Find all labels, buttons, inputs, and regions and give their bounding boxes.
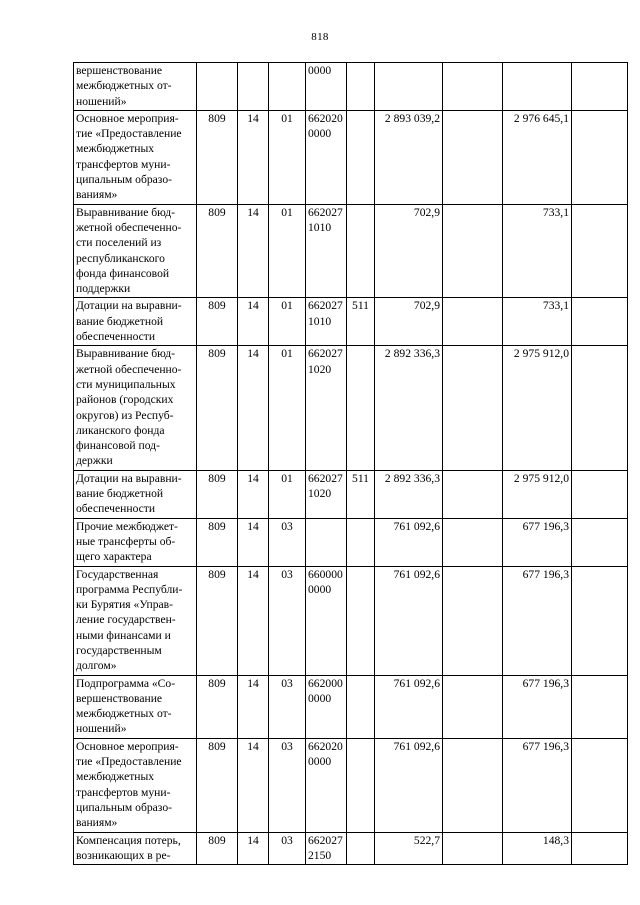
target-code-line: 662000 xyxy=(308,676,343,690)
row-name-line: межбюджетных xyxy=(76,142,155,156)
empty-cell xyxy=(572,675,628,738)
row-name-line: программа Республи- xyxy=(76,582,183,596)
row-name-line: Основное мероприя- xyxy=(76,111,179,125)
page-number: 818 xyxy=(311,31,329,43)
row-name-line: щего характера xyxy=(76,550,152,564)
row-name-line: трансфертов муни- xyxy=(76,785,171,799)
target-code-line: 0000 xyxy=(308,127,332,141)
amount-1-cell: 761 092,6 xyxy=(375,675,443,738)
empty-cell xyxy=(443,566,503,675)
row-name-cell xyxy=(74,110,197,204)
row-name-line: поддержки xyxy=(76,282,131,296)
row-name-line: Выравнивание бюд- xyxy=(76,347,175,361)
target-code-cell xyxy=(306,566,347,675)
row-name-cell xyxy=(74,675,197,738)
row-name-line: держки xyxy=(76,454,113,468)
empty-cell xyxy=(572,470,628,518)
empty-cell xyxy=(443,832,503,865)
row-name-line: фонда финансовой xyxy=(76,266,170,280)
empty-cell xyxy=(443,110,503,204)
table-row xyxy=(74,738,628,832)
amount-1-cell: 2 892 336,3 xyxy=(375,470,443,518)
amount-1-cell: 2 893 039,2 xyxy=(375,110,443,204)
expense-type-cell: 511 xyxy=(347,470,375,518)
row-name-line: обеспеченности xyxy=(76,330,156,344)
subsection-code-cell: 01 xyxy=(269,204,306,298)
target-code-line: 0000 xyxy=(308,755,332,769)
subsection-code-cell: 03 xyxy=(269,675,306,738)
row-name-cell xyxy=(74,63,197,111)
row-name-line: Выравнивание бюд- xyxy=(76,205,175,219)
amount-2-cell: 733,1 xyxy=(503,298,572,346)
ministry-code-cell: 809 xyxy=(197,832,238,865)
target-code-line: 662020 xyxy=(308,739,343,753)
row-name-line: возникающих в ре- xyxy=(76,848,171,862)
empty-cell xyxy=(572,298,628,346)
empty-cell xyxy=(572,738,628,832)
section-code-cell: 14 xyxy=(238,110,269,204)
amount-2-cell: 677 196,3 xyxy=(503,675,572,738)
row-name-line: вание бюджетной xyxy=(76,487,164,501)
row-name-line: округов) из Респуб- xyxy=(76,408,174,422)
empty-cell xyxy=(443,470,503,518)
empty-cell xyxy=(443,518,503,566)
section-code-cell xyxy=(238,63,269,111)
subsection-code-cell xyxy=(269,63,306,111)
table-row xyxy=(74,110,628,204)
row-name-line: жетной обеспеченно- xyxy=(76,220,182,234)
target-code-line: 662027 xyxy=(308,471,343,485)
ministry-code-cell: 809 xyxy=(197,470,238,518)
section-code-cell: 14 xyxy=(238,738,269,832)
target-code-line: 662027 xyxy=(308,347,343,361)
target-code-line: 662027 xyxy=(308,205,343,219)
target-code-line: 662027 xyxy=(308,833,343,847)
target-code-cell xyxy=(306,832,347,865)
empty-cell xyxy=(572,204,628,298)
expense-type-cell xyxy=(347,738,375,832)
amount-2-cell: 677 196,3 xyxy=(503,566,572,675)
expense-type-cell: 511 xyxy=(347,298,375,346)
expense-type-cell xyxy=(347,204,375,298)
row-name-line: жетной обеспеченно- xyxy=(76,362,182,376)
target-code-line: 0000 xyxy=(308,582,332,596)
table-row xyxy=(74,204,628,298)
amount-1-cell: 702,9 xyxy=(375,204,443,298)
target-code-cell xyxy=(306,346,347,470)
row-name-line: ваниям» xyxy=(76,188,118,202)
section-code-cell: 14 xyxy=(238,298,269,346)
row-name-line: Дотации на выравни- xyxy=(76,471,182,485)
target-code-line: 1010 xyxy=(308,314,332,328)
empty-cell xyxy=(572,110,628,204)
section-code-cell: 14 xyxy=(238,566,269,675)
subsection-code-cell: 01 xyxy=(269,470,306,518)
expense-type-cell xyxy=(347,346,375,470)
target-code-cell xyxy=(306,470,347,518)
row-name-line: долгом» xyxy=(76,659,117,673)
target-code-line: 660000 xyxy=(308,567,343,581)
table-row xyxy=(74,675,628,738)
row-name-cell xyxy=(74,832,197,865)
row-name-cell xyxy=(74,566,197,675)
target-code-cell xyxy=(306,518,347,566)
target-code-cell xyxy=(306,738,347,832)
ministry-code-cell: 809 xyxy=(197,566,238,675)
empty-cell xyxy=(572,832,628,865)
target-code-line: 1010 xyxy=(308,220,332,234)
row-name-line: государственным xyxy=(76,643,162,657)
amount-1-cell: 2 892 336,3 xyxy=(375,346,443,470)
ministry-code-cell xyxy=(197,63,238,111)
row-name-cell xyxy=(74,204,197,298)
subsection-code-cell: 03 xyxy=(269,832,306,865)
subsection-code-cell: 03 xyxy=(269,738,306,832)
table-row xyxy=(74,566,628,675)
target-code-line: 662027 xyxy=(308,299,343,313)
ministry-code-cell: 809 xyxy=(197,110,238,204)
row-name-cell xyxy=(74,346,197,470)
row-name-line: республиканского xyxy=(76,251,165,265)
empty-cell xyxy=(443,204,503,298)
amount-2-cell: 148,3 xyxy=(503,832,572,865)
ministry-code-cell: 809 xyxy=(197,298,238,346)
row-name-line: вание бюджетной xyxy=(76,314,164,328)
row-name-line: трансфертов муни- xyxy=(76,157,171,171)
table-row xyxy=(74,832,628,865)
target-code-line: 0000 xyxy=(308,691,332,705)
table-row xyxy=(74,298,628,346)
row-name-line: межбюджетных от- xyxy=(76,707,172,721)
empty-cell xyxy=(443,738,503,832)
table-row xyxy=(74,470,628,518)
row-name-line: Дотации на выравни- xyxy=(76,299,182,313)
target-code-cell xyxy=(306,675,347,738)
amount-2-cell xyxy=(503,63,572,111)
row-name-line: тие «Предоставление xyxy=(76,755,182,769)
empty-cell xyxy=(572,518,628,566)
row-name-line: ными финансами и xyxy=(76,628,171,642)
empty-cell xyxy=(572,346,628,470)
row-name-line: сти поселений из xyxy=(76,236,162,250)
section-code-cell: 14 xyxy=(238,518,269,566)
expense-type-cell xyxy=(347,518,375,566)
empty-cell xyxy=(572,63,628,111)
row-name-line: вершенствование xyxy=(76,691,163,705)
target-code-cell xyxy=(306,204,347,298)
subsection-code-cell: 03 xyxy=(269,566,306,675)
row-name-line: межбюджетных от- xyxy=(76,79,172,93)
row-name-line: Основное мероприя- xyxy=(76,739,179,753)
section-code-cell: 14 xyxy=(238,470,269,518)
expense-type-cell xyxy=(347,63,375,111)
amount-2-cell: 2 976 645,1 xyxy=(503,110,572,204)
section-code-cell: 14 xyxy=(238,832,269,865)
target-code-line: 0000 xyxy=(308,64,332,77)
row-name-line: Компенсация потерь, xyxy=(76,833,181,847)
expense-type-cell xyxy=(347,832,375,865)
row-name-line: тие «Предоставление xyxy=(76,127,182,141)
row-name-line: вершенствование xyxy=(76,64,163,77)
ministry-code-cell: 809 xyxy=(197,675,238,738)
row-name-line: ваниям» xyxy=(76,816,118,830)
table-body xyxy=(74,63,628,865)
expense-type-cell xyxy=(347,566,375,675)
amount-1-cell: 761 092,6 xyxy=(375,738,443,832)
amount-2-cell: 2 975 912,0 xyxy=(503,470,572,518)
empty-cell xyxy=(443,63,503,111)
row-name-line: ликанского фонда xyxy=(76,423,165,437)
amount-1-cell: 522,7 xyxy=(375,832,443,865)
table-row xyxy=(74,63,628,111)
amount-2-cell: 677 196,3 xyxy=(503,738,572,832)
target-code-cell xyxy=(306,63,347,111)
row-name-cell xyxy=(74,738,197,832)
section-code-cell: 14 xyxy=(238,204,269,298)
row-name-line: ношений» xyxy=(76,722,127,736)
amount-1-cell: 761 092,6 xyxy=(375,566,443,675)
ministry-code-cell: 809 xyxy=(197,518,238,566)
amount-2-cell: 733,1 xyxy=(503,204,572,298)
subsection-code-cell: 03 xyxy=(269,518,306,566)
amount-1-cell: 761 092,6 xyxy=(375,518,443,566)
row-name-line: районов (городских xyxy=(76,393,174,407)
row-name-line: ление государствен- xyxy=(76,613,176,627)
table-row xyxy=(74,518,628,566)
target-code-line: 2150 xyxy=(308,848,332,862)
subsection-code-cell: 01 xyxy=(269,110,306,204)
ministry-code-cell: 809 xyxy=(197,204,238,298)
row-name-line: финансовой под- xyxy=(76,439,160,453)
empty-cell xyxy=(443,675,503,738)
amount-2-cell: 677 196,3 xyxy=(503,518,572,566)
section-code-cell: 14 xyxy=(238,346,269,470)
row-name-line: сти муниципальных xyxy=(76,377,176,391)
row-name-cell xyxy=(74,470,197,518)
empty-cell xyxy=(443,298,503,346)
target-code-line: 662020 xyxy=(308,111,343,125)
amount-1-cell: 702,9 xyxy=(375,298,443,346)
row-name-cell xyxy=(74,518,197,566)
row-name-line: обеспеченности xyxy=(76,502,156,516)
row-name-cell xyxy=(74,298,197,346)
table-row xyxy=(74,346,628,470)
row-name-line: Подпрограмма «Со- xyxy=(76,676,176,690)
row-name-line: Государственная xyxy=(76,567,159,581)
target-code-line: 1020 xyxy=(308,487,332,501)
row-name-line: ношений» xyxy=(76,94,127,108)
target-code-cell xyxy=(306,110,347,204)
row-name-line: ципальным образо- xyxy=(76,800,172,814)
expense-type-cell xyxy=(347,110,375,204)
amount-1-cell xyxy=(375,63,443,111)
row-name-line: межбюджетных xyxy=(76,770,155,784)
row-name-line: ципальным образо- xyxy=(76,173,172,187)
target-code-line: 1020 xyxy=(308,362,332,376)
target-code-cell xyxy=(306,298,347,346)
empty-cell xyxy=(572,566,628,675)
row-name-line: ки Бурятия «Управ- xyxy=(76,598,174,612)
section-code-cell: 14 xyxy=(238,675,269,738)
ministry-code-cell: 809 xyxy=(197,346,238,470)
subsection-code-cell: 01 xyxy=(269,346,306,470)
budget-table xyxy=(73,62,628,865)
amount-2-cell: 2 975 912,0 xyxy=(503,346,572,470)
expense-type-cell xyxy=(347,675,375,738)
subsection-code-cell: 01 xyxy=(269,298,306,346)
row-name-line: Прочие межбюджет- xyxy=(76,519,178,533)
empty-cell xyxy=(443,346,503,470)
row-name-line: ные трансферты об- xyxy=(76,534,176,548)
ministry-code-cell: 809 xyxy=(197,738,238,832)
